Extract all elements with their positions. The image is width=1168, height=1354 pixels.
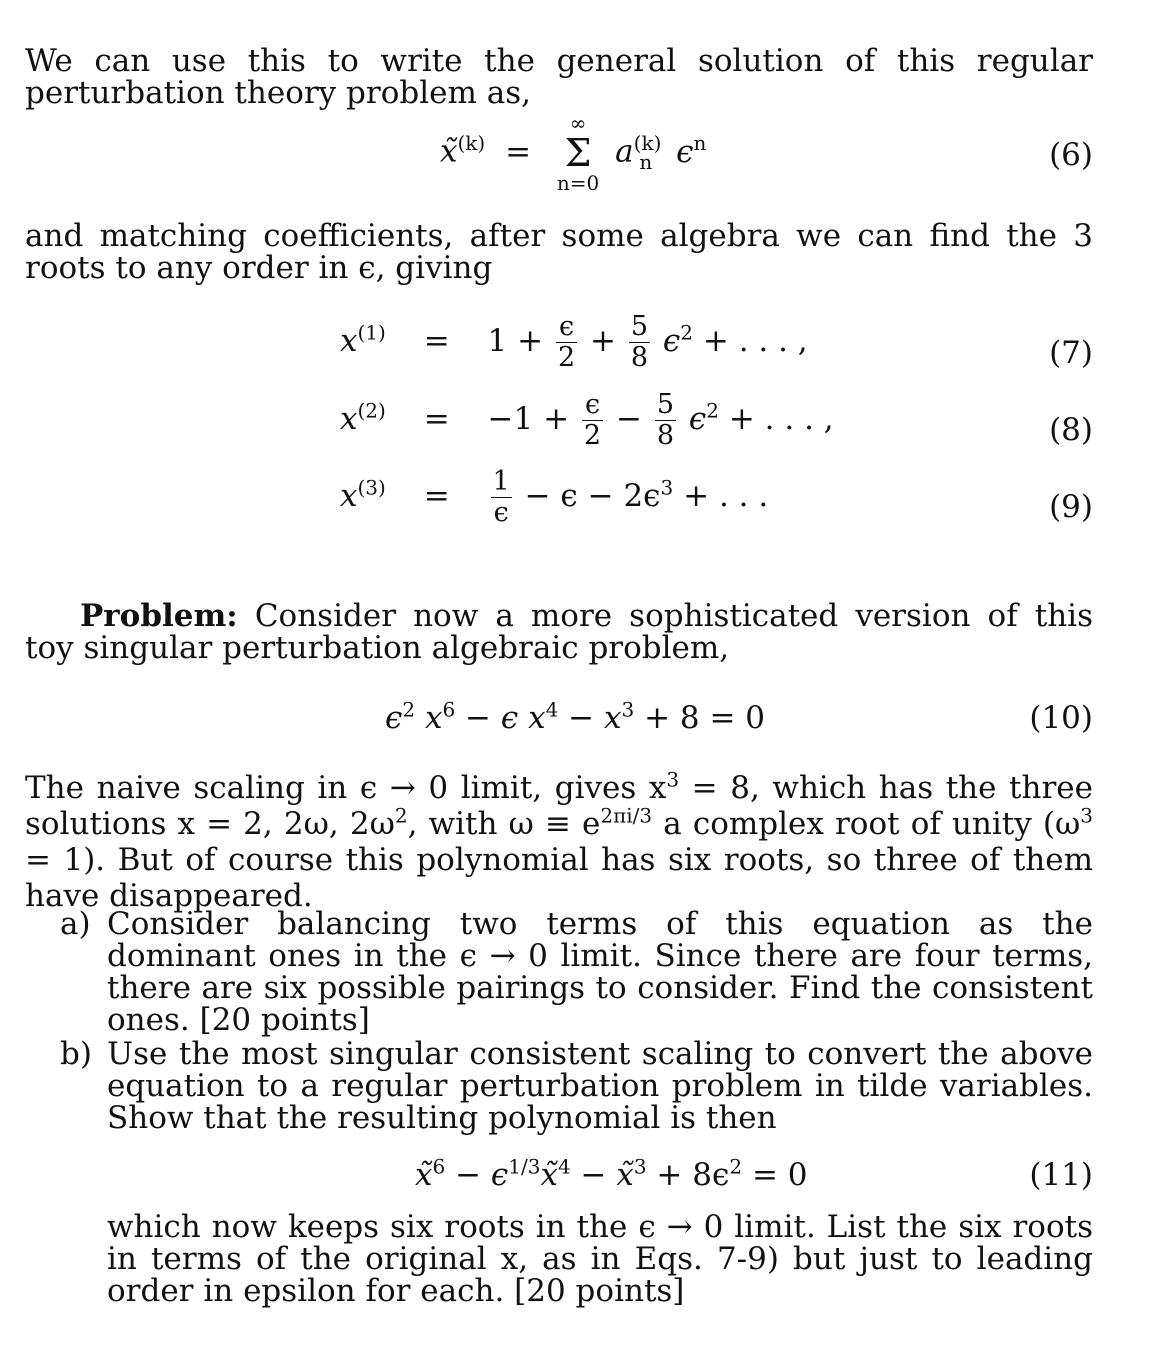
eq6-term-sub: n [639, 149, 653, 174]
eq11-a: x̃ [415, 1157, 433, 1193]
para3-a: The naive scaling in ϵ → 0 limit, gives x [25, 770, 667, 806]
eq6-number: (6) [1049, 137, 1093, 173]
eq7-equals: = [423, 323, 450, 359]
paragraph-2 [25, 220, 1093, 284]
eq8-post-sup: 2 [706, 398, 719, 423]
eq9-equals: = [423, 478, 450, 514]
eq10-number: (10) [1029, 700, 1093, 736]
item-b-label: b) [60, 1036, 92, 1072]
eq7-pre: 1 + [487, 323, 544, 359]
eq6-term-sup: (k) [633, 131, 662, 156]
equation-6 [440, 112, 706, 194]
eq10-a: ϵ [385, 700, 403, 736]
problem-text: Consider now a more sophisticated version of this toy singular perturbation algebraic problem, [25, 598, 1093, 666]
eq6-sum-bottom: n=0 [556, 171, 600, 195]
eq11-d-sup: 3 [633, 1154, 647, 1179]
eq8-pre: −1 + [487, 401, 570, 437]
eq8-frac-1-den: 2 [583, 420, 602, 451]
eq10-d: − x [558, 700, 622, 736]
eq9-frac [491, 467, 512, 528]
eq7-lhs: x [340, 323, 358, 359]
para3-c-sup: 2πi/3 [600, 803, 653, 828]
item-a-label: a) [60, 906, 91, 942]
eq8-tail: + . . . , [728, 401, 834, 437]
eq7-post: ϵ [662, 323, 681, 359]
eq10-sup-d: 3 [621, 697, 635, 722]
para3-c: , with ω ≡ e [407, 806, 601, 842]
eq7-frac-2 [629, 312, 650, 373]
eq9-sup: (3) [357, 475, 386, 500]
eq7-number: (7) [1049, 335, 1093, 371]
problem-paragraph [25, 600, 1093, 664]
para3-d-sup: 3 [1080, 803, 1094, 828]
paragraph-2-text: and matching coefficients, after some algebra we can find the 3 roots to any order in ϵ, giving [25, 218, 1093, 286]
eq6-sum-top: ∞ [569, 111, 587, 135]
eq10-b: x [415, 700, 443, 736]
eq10-sup-b: 6 [442, 697, 456, 722]
eq8-frac-2 [655, 390, 676, 451]
eq9-frac-den: ϵ [493, 497, 509, 528]
eq8-post: ϵ [688, 401, 707, 437]
eq6-epsilon: ϵ [676, 133, 694, 170]
list-item-a [60, 908, 1093, 1036]
equation-7 [340, 312, 808, 373]
eq6-sum [557, 112, 599, 194]
eq8-lhs: x [340, 401, 358, 437]
eq11-b: − ϵ [445, 1157, 509, 1193]
eq7-sup: (1) [357, 320, 386, 345]
eq11-a-sup: 6 [432, 1154, 446, 1179]
eq8-frac-2-num: 5 [656, 389, 674, 420]
eq11-b-sup: 1/3 [508, 1154, 541, 1179]
eq7-mid: + [590, 323, 616, 359]
eq8-number: (8) [1049, 412, 1093, 448]
eq6-term: a [615, 133, 634, 170]
eq11-c: x̃ [540, 1157, 558, 1193]
eq11-e: + 8ϵ [646, 1157, 730, 1193]
list-item-b-continued [60, 1211, 1093, 1307]
equation-10 [385, 697, 766, 736]
eq7-post-sup: 2 [680, 320, 693, 345]
eq8-frac-1-num: ϵ [582, 390, 603, 421]
intro-paragraph [25, 45, 1093, 109]
eq8-frac-2-den: 8 [656, 420, 674, 451]
eq10-sup-a: 2 [402, 697, 416, 722]
eq6-sum-symbol: Σ [564, 131, 592, 175]
equation-11 [415, 1154, 808, 1193]
item-a-text: Consider balancing two terms of this equation as the dominant ones in the ϵ → 0 limit. Since there are four terms, there are six possible pairings to consider. Find the consistent ones. [20 points] [107, 906, 1093, 1038]
eq11-e-sup: 2 [729, 1154, 743, 1179]
eq11-c-sup: 4 [557, 1154, 571, 1179]
para3-b-sup: 2 [394, 803, 408, 828]
intro-text: We can use this to write the general solution of this regular perturbation theory problem as, [25, 43, 1093, 111]
equation-8 [340, 390, 834, 451]
item-b-text: Use the most singular consistent scaling to convert the above equation to a regular perturbation problem in tilde variables. Show that the resulting polynomial is then [107, 1036, 1093, 1136]
eq8-sup: (2) [357, 398, 386, 423]
eq7-frac-2-den: 8 [630, 342, 649, 373]
eq10-sup-c: 4 [545, 697, 559, 722]
eq6-lhs: x̃ [440, 133, 458, 170]
eq8-frac-1 [582, 390, 603, 451]
item-b-text2: which now keeps six roots in the ϵ → 0 limit. List the six roots in terms of the original x, as in Eqs. 7-9) but just to leading order in epsilon for each. [20 points] [107, 1209, 1093, 1309]
eq11-d: − x̃ [570, 1157, 634, 1193]
eq7-frac-1-den: 2 [557, 342, 576, 373]
eq7-frac-2-num: 5 [630, 311, 649, 342]
eq6-equals: = [505, 133, 532, 170]
eq10-e: + 8 = 0 [634, 700, 766, 736]
eq7-tail: + . . . , [702, 323, 808, 359]
eq9-rest: − ϵ − 2ϵ [524, 478, 661, 514]
list-item-b [60, 1038, 1093, 1134]
para3-e: = 1). But of course this polynomial has six roots, so three of them have disappeared. [25, 842, 1093, 914]
eq9-frac-num: 1 [492, 466, 510, 497]
eq7-frac-1 [556, 312, 577, 373]
para3-d: a complex root of unity (ω [652, 806, 1081, 842]
problem-label: Problem: [80, 598, 238, 634]
eq9-rest-sup: 3 [660, 475, 674, 500]
eq9-number: (9) [1049, 489, 1093, 525]
eq9-tail: + . . . [683, 478, 769, 514]
eq10-c: − ϵ x [455, 700, 546, 736]
eq11-number: (11) [1029, 1157, 1093, 1193]
equation-9 [340, 467, 768, 528]
eq8-equals: = [423, 401, 450, 437]
eq7-frac-1-num: ϵ [556, 312, 577, 343]
eq9-lhs: x [340, 478, 358, 514]
paragraph-3 [25, 767, 1094, 914]
eq6-epsilon-sup: n [693, 131, 707, 156]
para3-b: = 8, which has the three solutions x = 2, 2ω, 2ω [25, 770, 1093, 842]
eq8-mid: − [615, 401, 642, 437]
eq6-lhs-sup: (k) [457, 131, 486, 156]
eq11-f: = 0 [742, 1157, 808, 1193]
para3-a-sup: 3 [666, 767, 680, 792]
